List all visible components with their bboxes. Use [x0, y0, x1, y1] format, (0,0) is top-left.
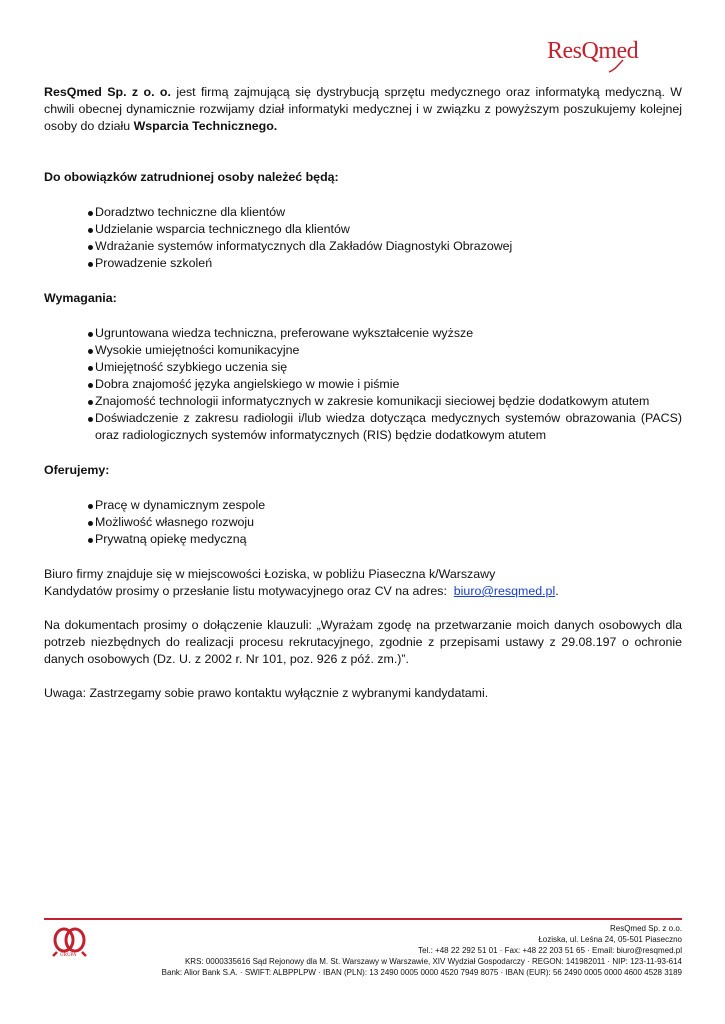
footer-info	[162, 923, 682, 978]
footer-company: ResQmed Sp. z o.o.	[609, 924, 682, 933]
consent-clause: Na dokumentach prosimy o dołączenie klauzuli: „Wyrażam zgodę na przetwarzanie moich danych osobowych dla potrzeb niezbędnych do realizacji procesu rekrutacyjnego, zgodnie z przepisami ustawy z 29.08.197 o ochronie danych osobowych (Dz. U. z 2002 r. Nr 101, poz. 926 z póź. zm.)”.	[44, 618, 682, 666]
application-suffix: .	[555, 584, 559, 598]
list-item: Udzielanie wsparcia technicznego dla klientów	[44, 221, 682, 238]
requirements-list	[44, 325, 682, 444]
footer-address: Łoziska, ul. Leśna 24, 05-501 Piaseczno	[538, 935, 682, 944]
application-instructions	[44, 583, 682, 600]
company-name: ResQmed Sp. z o. o.	[44, 85, 171, 99]
list-item: Prowadzenie szkoleń	[44, 255, 682, 272]
footer-contact: Tel.: +48 22 292 51 01 · Fax: +48 22 203 51 65 · Email: biuro@resqmed.pl	[418, 946, 682, 955]
footer-logo-text: GRUPA	[60, 953, 77, 958]
logo-swoosh-icon	[605, 42, 645, 76]
list-item: Znajomość technologii informatycznych w zakresie komunikacji sieciowej będzie dodatkowym atutem	[44, 393, 682, 410]
note: Uwaga: Zastrzegamy sobie prawo kontaktu wyłącznie z wybranymi kandydatami.	[44, 686, 489, 700]
footer-bank: Bank: Alior Bank S.A. · SWIFT: ALBPPLPW · IBAN (PLN): 13 2490 0005 0000 4520 7949 8075 · IBAN (EUR): 56 2490 0005 0000 4600 4528 3189	[161, 968, 682, 977]
list-item: Możliwość własnego rozwoju	[44, 514, 682, 531]
duties-list	[44, 204, 682, 272]
office-info	[44, 566, 682, 600]
list-item: Ugruntowana wiedza techniczna, preferowane wykształcenie wyższe	[44, 325, 682, 342]
document-body	[44, 84, 682, 702]
list-item: Doświadczenie z zakresu radiologii i/lub wiedza dotycząca medycznych systemów obrazowania (PACS) oraz radiologicznych systemów informatycznych (RIS) będzie dodatkowym atutem	[44, 410, 682, 444]
list-item: Pracę w dynamicznym zespole	[44, 497, 682, 514]
application-text: Kandydatów prosimy o przesłanie listu motywacyjnego oraz CV na adres:	[44, 584, 454, 598]
requirements-heading: Wymagania:	[44, 291, 117, 305]
list-item: Wdrażanie systemów informatycznych dla Zakładów Diagnostyki Obrazowej	[44, 238, 682, 255]
offer-heading: Oferujemy:	[44, 463, 110, 477]
company-logo	[547, 38, 677, 72]
duties-heading: Do obowiązków zatrudnionej osoby należeć będą:	[44, 170, 339, 184]
intro-paragraph	[44, 84, 682, 135]
list-item: Dobra znajomość języka angielskiego w mowie i piśmie	[44, 376, 682, 393]
intro-text: jest firmą zajmującą się dystrybucją sprzętu medycznego oraz informatyką medyczną. W chwili obecnej dynamicznie rozwijamy dział informatyki medycznej i w związku z powyższym poszukujemy kolejnej osoby do działu	[44, 85, 682, 133]
offer-list	[44, 497, 682, 548]
list-item: Umiejętność szybkiego uczenia się	[44, 359, 682, 376]
email-link[interactable]: biuro@resqmed.pl	[453, 584, 556, 598]
logo-text: ResQmed	[547, 38, 639, 64]
list-item: Doradztwo techniczne dla klientów	[44, 204, 682, 221]
footer-divider	[44, 918, 682, 920]
department-name: Wsparcia Technicznego.	[133, 119, 278, 133]
list-item: Wysokie umiejętności komunikacyjne	[44, 342, 682, 359]
office-location: Biuro firmy znajduje się w miejscowości Łoziska, w pobliżu Piaseczna k/Warszawy	[44, 567, 496, 581]
list-item: Prywatną opiekę medyczną	[44, 531, 682, 548]
footer-registry: KRS: 0000335616 Sąd Rejonowy dla M. St. Warszawy w Warszawie, XIV Wydział Gospodarczy · REGON: 141982011 · NIP: 123-11-93-614	[184, 957, 682, 966]
